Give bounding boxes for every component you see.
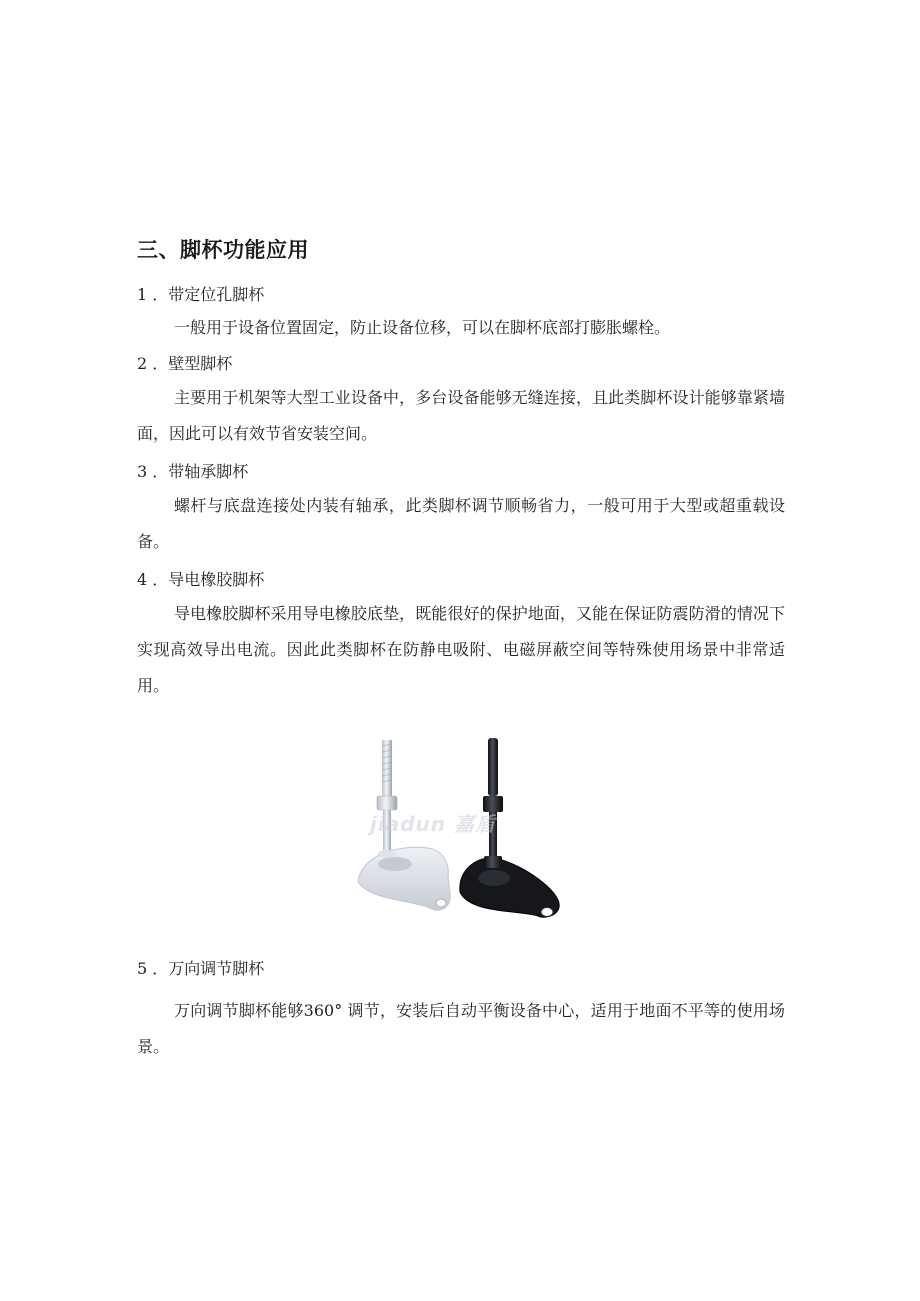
section-heading: 三、脚杯功能应用: [137, 238, 309, 262]
item-text-3: 螺杆与底盘连接处内装有轴承，此类脚杯调节顺畅省力，一般可用于大型或超重载设备。: [137, 496, 785, 551]
leveling-feet-illustration: [350, 732, 575, 928]
item-title-2: 2 ．壁型脚杯: [137, 354, 233, 373]
item-title-5: 5 ．万向调节脚杯: [137, 959, 265, 978]
item-title-1: 1 ．带定位孔脚杯: [137, 285, 265, 304]
item-title-3: 3 ．带轴承脚杯: [137, 462, 249, 481]
item-text-5: 万向调节脚杯能够360° 调节，安装后自动平衡设备中心，适用于地面不平等的使用场景。: [137, 1001, 785, 1056]
item-title-4: 4 ．导电橡胶脚杯: [137, 570, 265, 589]
photo-watermark: jiadun 嘉盾: [370, 812, 496, 836]
item-text-2: 主要用于机架等大型工业设备中，多台设备能够无缝连接，且此类脚杯设计能够靠紧墙面，因此可以有效节省安装空间。: [137, 388, 785, 443]
black-leveling-foot: [460, 738, 559, 917]
silver-leveling-foot: [358, 740, 450, 910]
item-text-4: 导电橡胶脚杯采用导电橡胶底垫，既能很好的保护地面，又能在保证防震防滑的情况下实现高效导出电流。因此此类脚杯在防静电吸附、电磁屏蔽空间等特殊使用场景中非常适用。: [137, 604, 785, 695]
leveling-feet-photo: [350, 732, 575, 928]
item-text-1: 一般用于设备位置固定，防止设备位移，可以在脚杯底部打膨胀螺栓。: [174, 318, 671, 337]
